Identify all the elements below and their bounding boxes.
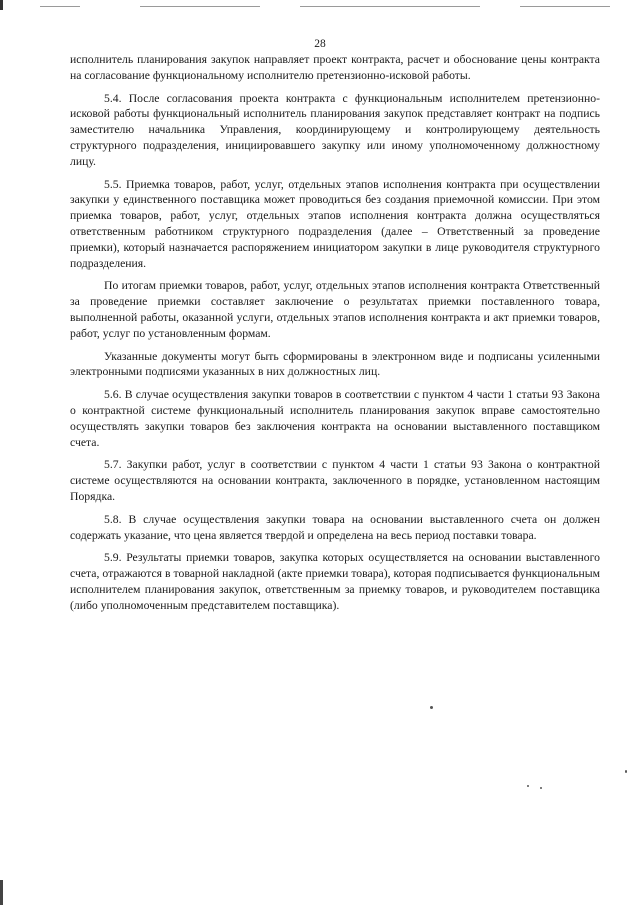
document-body [70,52,600,621]
scan-speck [430,706,433,709]
scan-speck [625,770,627,773]
paragraph-5-7: 5.7. Закупки работ, услуг в соответствии с пунктом 4 части 1 статьи 93 Закона о контрактной системе осуществляются на основании контракта, заключенного в порядке, установленном настоящим Порядка. [70,458,600,503]
paragraph-electronic-documents: Указанные документы могут быть сформированы в электронном виде и подписаны усиленными электронными подписями указанных в них должностных лиц. [70,349,600,379]
paragraph-5-4: 5.4. После согласования проекта контракта с функциональным исполнителем претензионно-исковой работы функциональный исполнитель планирования закупок представляет контракт на подпись заместителю начальника Управления, координирующему и контролирующему деятельность структурного подразделения, инициировавшего закупку или иному уполномоченному должностному лицу. [70,91,600,168]
scan-speck [527,785,529,787]
page-number: 28 [314,38,326,50]
paragraph-5-9: 5.9. Результаты приемки товаров, закупка которых осуществляется на основании выставленного счета, отражаются в товарной накладной (акте приемки товара), которая подписывается функциональным исполнителем планирования закупок, ответственным за приемку товаров, и руководителем поставщика (либо уполномоченным представителем поставщика). [70,551,600,612]
paragraph-continuation: исполнитель планирования закупок направляет проект контракта, расчет и обоснование цены контракта на согласование функциональному исполнителю претензионно-исковой работы. [70,53,600,82]
paragraph-5-8: 5.8. В случае осуществления закупки товара на основании выставленного счета он должен содержать указание, что цена является твердой и определена на весь период поставки товара. [70,512,600,542]
paragraph-5-6: 5.6. В случае осуществления закупки товаров в соответствии с пунктом 4 части 1 статьи 93 Закона о контрактной системе функциональный исполнитель планирования закупок вправе самостоятельно осуществлять закупки товаров без заключения контракта на основании выставленного поставщиком счета. [70,388,600,449]
scan-top-line [40,6,80,7]
paragraph-acceptance-results: По итогам приемки товаров, работ, услуг, отдельных этапов исполнения контракта Ответственный за проведение приемки составляет заключение о результатах приемки поставленного товара, выполненной работы, оказанной услуги, отдельных этапов исполнения контракта и акт приемки товаров, работ, услуг по установленным формам. [70,279,600,340]
scan-top-line [520,6,610,7]
scan-top-line [140,6,260,7]
scan-top-line [300,6,480,7]
scan-speck [540,787,542,789]
scan-edge-mark [0,880,3,905]
paragraph-5-5: 5.5. Приемка товаров, работ, услуг, отдельных этапов исполнения контракта при осуществлении закупки у единственного поставщика может проводиться без создания приемочной комиссии. При этом приемка товаров, работ, услуг, отдельных этапов исполнения контракта должна осуществляться ответственным работником структурного подразделения (далее – Ответственный за проведение приемки), который назначается распоряжением инициатором закупки в лице руководителя структурного подразделения. [70,177,600,270]
scan-edge-mark [0,0,3,10]
